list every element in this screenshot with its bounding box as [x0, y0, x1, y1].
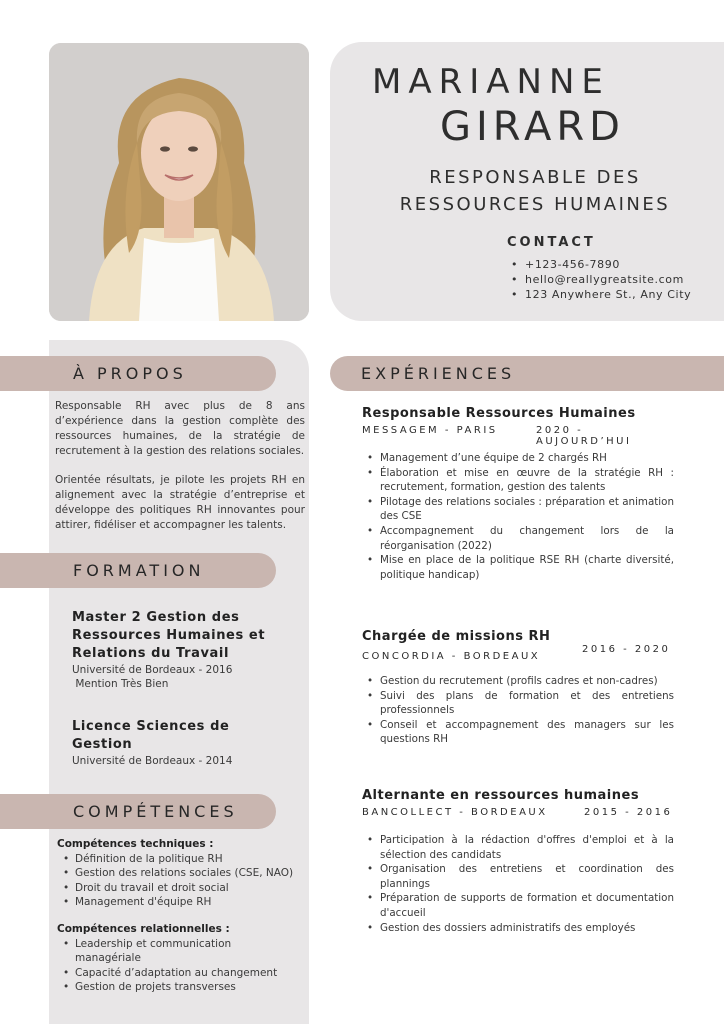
skills-heading: COMPÉTENCES: [73, 802, 238, 821]
degree-school: Université de Bordeaux - 2014: [72, 755, 233, 767]
degree-title: Master 2 Gestion des Ressources Humaines et Relations du Travail: [72, 610, 266, 661]
contact-list: [511, 257, 691, 302]
section-bar-education: [0, 553, 276, 588]
skill-item: • Capacité d’adaptation au changement: [63, 966, 303, 981]
job-bullet: • Élaboration et mise en œuvre de la stratégie RH : recrutement, formation, gestion des talents: [362, 466, 674, 495]
job-name: Chargée de missions RH: [362, 629, 551, 644]
job-entry: [362, 787, 674, 935]
job-company: MESSAGEM - PARIS: [362, 425, 498, 436]
email-value[interactable]: hello@reallygreatsite.com: [525, 273, 684, 286]
about-paragraph-1: Responsable RH avec plus de 8 ans d’expérience dans la gestion complète des ressources humaines, de la stratégie de recrutement à la gestion des relations sociales.: [55, 400, 305, 457]
skill-item: • Gestion des relations sociales (CSE, NAO): [63, 866, 307, 881]
soft-skills-list: [63, 937, 278, 995]
degree-school: Université de Bordeaux - 2016: [72, 664, 233, 676]
job-bullet: • Gestion des dossiers administratifs des employés: [362, 921, 674, 936]
job-name: Alternante en ressources humaines: [362, 788, 640, 803]
job-entry: [362, 405, 674, 582]
job-bullets: [362, 674, 674, 747]
skills-block: [57, 837, 307, 995]
job-bullet: • Organisation des entretiens et coordination des plannings: [362, 862, 674, 891]
job-dates: 2020 - AUJOURD’HUI: [536, 425, 632, 447]
education-item: [72, 609, 302, 691]
job-bullet: • Conseil et accompagnement des managers sur les questions RH: [362, 718, 674, 747]
about-heading: À PROPOS: [73, 364, 187, 383]
job-bullet: • Suivi des plans de formation et des entretiens professionnels: [362, 689, 674, 718]
contact-heading: CONTACT: [507, 235, 596, 250]
job-company: CONCORDIA - BORDEAUX: [362, 651, 541, 662]
job-company: BANCOLLECT - BORDEAUX: [362, 807, 548, 818]
skill-item: • Gestion de projets transverses: [63, 980, 263, 995]
section-bar-experience: [330, 356, 724, 391]
job-bullet: • Gestion du recrutement (profils cadres et non-cadres): [362, 674, 674, 689]
profile-photo: [49, 43, 309, 321]
job-bullet: • Management d’une équipe de 2 chargés RH: [362, 451, 674, 466]
job-name: Responsable Ressources Humaines: [362, 406, 636, 421]
skill-item: • Droit du travail et droit social: [63, 881, 307, 896]
technical-skills-list: [63, 852, 307, 910]
job-meta: [362, 807, 674, 823]
job-bullet: • Pilotage des relations sociales : préparation et animation des CSE: [362, 495, 674, 524]
section-bar-about: [0, 356, 276, 391]
contact-address: [511, 287, 691, 302]
job-entry: [362, 628, 674, 747]
job-meta: [362, 425, 674, 447]
job-title: [390, 164, 680, 218]
job-bullet: • Mise en place de la politique RSE RH (charte diversité, politique handicap): [362, 553, 674, 582]
contact-email[interactable]: [511, 272, 691, 287]
section-bar-skills: [0, 794, 276, 829]
education-heading: FORMATION: [73, 561, 205, 580]
phone-value: +123-456-7890: [525, 258, 620, 271]
portrait-illustration: [49, 43, 309, 321]
job-dates: 2016 - 2020: [582, 644, 671, 655]
skill-item: • Leadership et communication managériale: [63, 937, 263, 966]
experience-heading: EXPÉRIENCES: [361, 364, 516, 383]
job-bullets: [362, 451, 674, 582]
first-name: MARIANNE: [372, 62, 610, 102]
degree-note: Mention Très Bien: [72, 678, 169, 690]
job-bullet: • Préparation de supports de formation et documentation d'accueil: [362, 891, 674, 920]
skill-item: • Management d'équipe RH: [63, 895, 307, 910]
address-value: 123 Anywhere St., Any City: [525, 288, 692, 301]
job-title-line-2: RESSOURCES HUMAINES: [399, 194, 671, 215]
education-item: [72, 718, 262, 768]
job-bullet: • Accompagnement du changement lors de la réorganisation (2022): [362, 524, 674, 553]
technical-skills-label: Compétences techniques :: [57, 838, 214, 850]
soft-skills-label: Compétences relationnelles :: [57, 922, 230, 935]
about-paragraph-2: Orientée résultats, je pilote les projets RH en alignement avec la stratégie d’entreprise et développe des politiques RH innovantes pour attirer, fidéliser et accompagner les talents.: [55, 474, 305, 531]
degree-title: Licence Sciences de Gestion: [72, 719, 230, 752]
contact-phone: [511, 257, 691, 272]
job-title-line-1: RESPONSABLE DES: [429, 167, 641, 188]
job-meta: [362, 644, 674, 664]
about-text: [55, 399, 305, 533]
skill-item: • Définition de la politique RH: [63, 852, 307, 867]
job-bullets: [362, 833, 674, 935]
job-dates: 2015 - 2016: [584, 807, 673, 818]
job-bullet: • Participation à la rédaction d'offres d'emploi et à la sélection des candidats: [362, 833, 674, 862]
last-name: GIRARD: [440, 104, 625, 150]
